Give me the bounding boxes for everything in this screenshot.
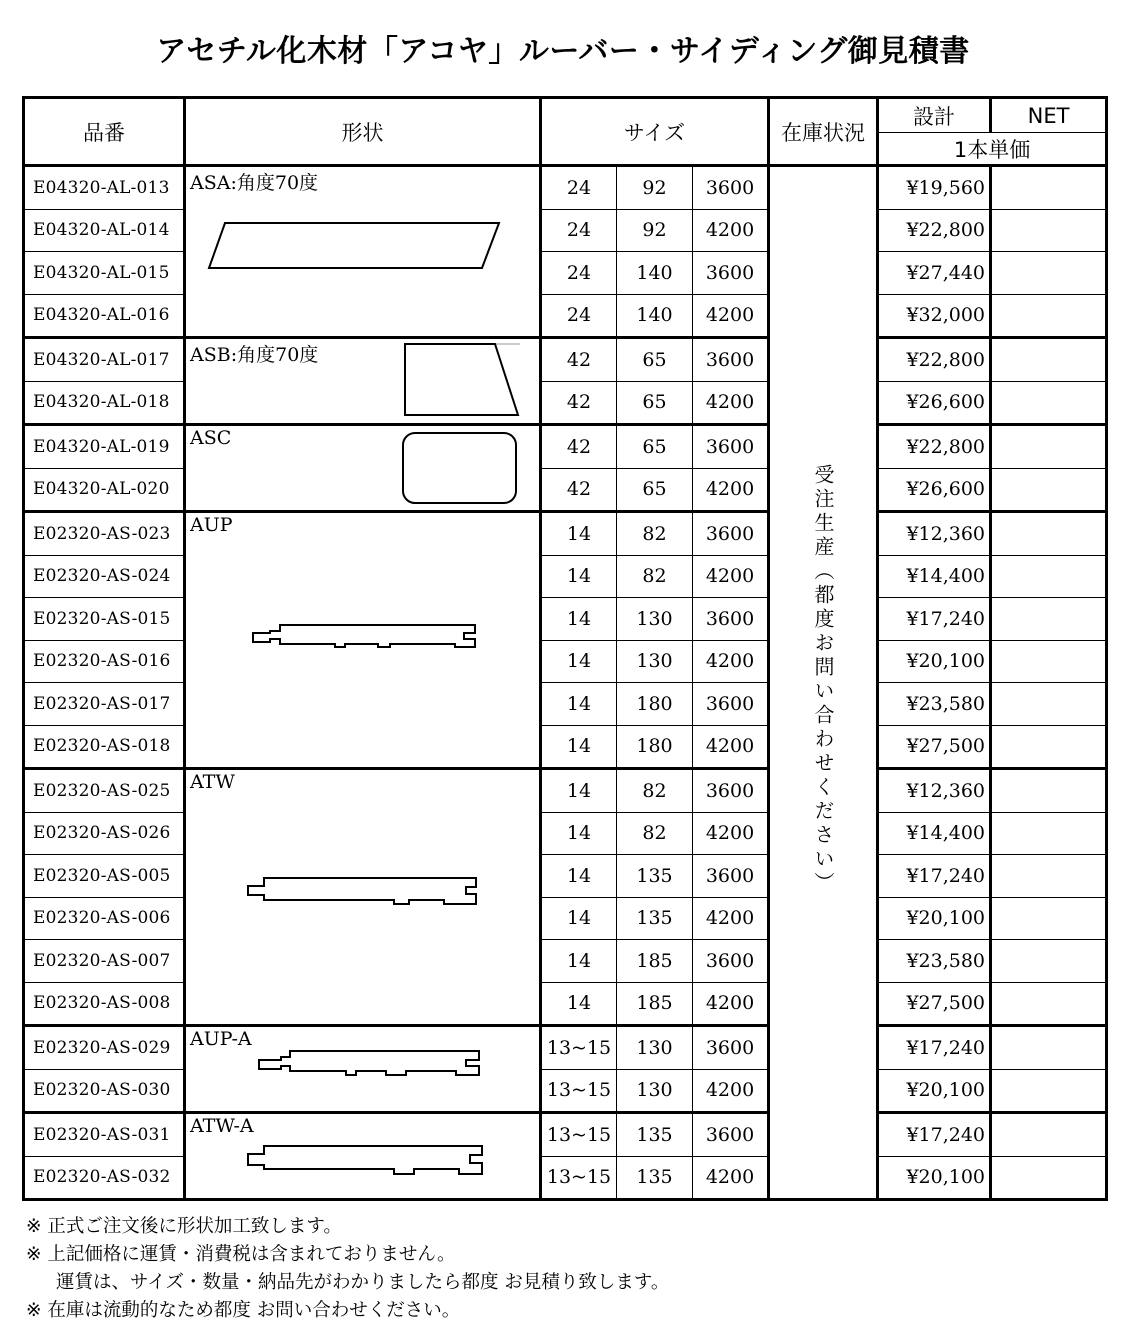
net-price-cell[interactable] [991, 683, 1107, 726]
length-cell: 4200 [693, 725, 769, 769]
length-cell: 4200 [693, 294, 769, 338]
table-row [24, 1026, 1107, 1070]
net-price-cell[interactable] [991, 640, 1107, 683]
width-cell: 135 [617, 1113, 693, 1157]
unit-price-cell: ¥14,400 [878, 812, 991, 855]
length-cell: 4200 [693, 1156, 769, 1200]
net-price-cell[interactable] [991, 166, 1107, 210]
thickness-cell: 14 [541, 982, 617, 1026]
net-price-cell[interactable] [991, 555, 1107, 598]
width-cell: 92 [617, 209, 693, 252]
net-price-cell[interactable] [991, 338, 1107, 382]
shape-label: ATW-A [190, 1115, 254, 1137]
length-cell: 4200 [693, 897, 769, 940]
unit-price-cell: ¥26,600 [878, 468, 991, 512]
part-number-cell: E02320-AS-023 [24, 512, 185, 556]
net-price-cell[interactable] [991, 209, 1107, 252]
unit-price-cell: ¥19,560 [878, 166, 991, 210]
header-stock: 在庫状況 [769, 98, 878, 166]
unit-price-cell: ¥17,240 [878, 855, 991, 898]
width-cell: 65 [617, 468, 693, 512]
header-part-no: 品番 [24, 98, 185, 166]
part-number-cell: E04320-AL-019 [24, 425, 185, 469]
net-price-cell[interactable] [991, 1026, 1107, 1070]
shape-label: ASA:角度70度 [190, 172, 319, 194]
width-cell: 135 [617, 1156, 693, 1200]
part-number-cell: E02320-AS-029 [24, 1026, 185, 1070]
part-number-cell: E02320-AS-032 [24, 1156, 185, 1200]
length-cell: 4200 [693, 640, 769, 683]
thickness-cell: 13~15 [541, 1156, 617, 1200]
unit-price-cell: ¥22,800 [878, 425, 991, 469]
net-price-cell[interactable] [991, 425, 1107, 469]
width-cell: 130 [617, 598, 693, 641]
unit-price-cell: ¥27,500 [878, 725, 991, 769]
thickness-cell: 42 [541, 338, 617, 382]
width-cell: 65 [617, 381, 693, 425]
unit-price-cell: ¥22,800 [878, 338, 991, 382]
stock-status-cell [769, 166, 878, 1200]
length-cell: 3600 [693, 252, 769, 295]
width-cell: 82 [617, 769, 693, 813]
part-number-cell: E02320-AS-026 [24, 812, 185, 855]
tongue-groove-profile-icon [244, 874, 484, 908]
unit-price-cell: ¥23,580 [878, 940, 991, 983]
length-cell: 3600 [693, 1026, 769, 1070]
header-design: 設計 [878, 98, 991, 133]
unit-price-cell: ¥20,100 [878, 897, 991, 940]
note-2: ※ 上記価格に運賃・消費税は含まれておりません。 [26, 1244, 456, 1265]
footnotes [26, 1213, 669, 1325]
net-price-cell[interactable] [991, 940, 1107, 983]
tongue-groove-profile-icon [256, 1047, 488, 1081]
part-number-cell: E02320-AS-006 [24, 897, 185, 940]
length-cell: 3600 [693, 598, 769, 641]
thickness-cell: 24 [541, 294, 617, 338]
net-price-cell[interactable] [991, 512, 1107, 556]
length-cell: 3600 [693, 338, 769, 382]
header-unit-price: 1本単価 [878, 133, 1107, 166]
length-cell: 4200 [693, 381, 769, 425]
net-price-cell[interactable] [991, 598, 1107, 641]
unit-price-cell: ¥17,240 [878, 1113, 991, 1157]
shape-label: AUP-A [190, 1028, 252, 1050]
shape-cell [185, 338, 541, 425]
net-price-cell[interactable] [991, 769, 1107, 813]
note-3: 運賃は、サイズ・数量・納品先がわかりましたら都度 お見積り致します。 [56, 1272, 670, 1293]
width-cell: 92 [617, 166, 693, 210]
thickness-cell: 42 [541, 381, 617, 425]
part-number-cell: E02320-AS-025 [24, 769, 185, 813]
shape-label: ASB:角度70度 [190, 344, 319, 366]
thickness-cell: 24 [541, 166, 617, 210]
thickness-cell: 14 [541, 855, 617, 898]
shape-label: AUP [190, 514, 233, 536]
width-cell: 65 [617, 338, 693, 382]
unit-price-cell: ¥27,440 [878, 252, 991, 295]
unit-price-cell: ¥14,400 [878, 555, 991, 598]
length-cell: 4200 [693, 555, 769, 598]
part-number-cell: E02320-AS-017 [24, 683, 185, 726]
thickness-cell: 14 [541, 598, 617, 641]
thickness-cell: 14 [541, 512, 617, 556]
shape-cell [185, 512, 541, 769]
stock-status-text: 受注生産（都度お問い合わせください） [811, 464, 836, 896]
part-number-cell: E02320-AS-030 [24, 1069, 185, 1113]
thickness-cell: 24 [541, 252, 617, 295]
unit-price-cell: ¥20,100 [878, 1156, 991, 1200]
shape-label: ATW [190, 771, 235, 793]
net-price-cell[interactable] [991, 725, 1107, 769]
width-cell: 82 [617, 555, 693, 598]
width-cell: 140 [617, 252, 693, 295]
shape-cell [185, 769, 541, 1026]
length-cell: 4200 [693, 468, 769, 512]
shape-cell [185, 166, 541, 338]
shape-label: ASC [190, 427, 232, 449]
part-number-cell: E02320-AS-024 [24, 555, 185, 598]
quote-table [22, 96, 1108, 1201]
net-price-cell[interactable] [991, 1069, 1107, 1113]
thickness-cell: 14 [541, 940, 617, 983]
tongue-groove-profile-icon [244, 1142, 489, 1180]
width-cell: 185 [617, 982, 693, 1026]
thickness-cell: 42 [541, 468, 617, 512]
part-number-cell: E04320-AL-014 [24, 209, 185, 252]
width-cell: 135 [617, 897, 693, 940]
thickness-cell: 14 [541, 640, 617, 683]
width-cell: 135 [617, 855, 693, 898]
width-cell: 82 [617, 812, 693, 855]
net-price-cell[interactable] [991, 982, 1107, 1026]
part-number-cell: E04320-AL-018 [24, 381, 185, 425]
part-number-cell: E04320-AL-020 [24, 468, 185, 512]
part-number-cell: E02320-AS-007 [24, 940, 185, 983]
part-number-cell: E02320-AS-016 [24, 640, 185, 683]
note-1: ※ 正式ご注文後に形状加工致します。 [26, 1216, 342, 1237]
thickness-cell: 13~15 [541, 1113, 617, 1157]
unit-price-cell: ¥23,580 [878, 683, 991, 726]
net-price-cell[interactable] [991, 1156, 1107, 1200]
part-number-cell: E04320-AL-015 [24, 252, 185, 295]
thickness-cell: 14 [541, 683, 617, 726]
thickness-cell: 14 [541, 769, 617, 813]
unit-price-cell: ¥17,240 [878, 598, 991, 641]
length-cell: 3600 [693, 1113, 769, 1157]
parallelogram-profile-icon [206, 221, 506, 275]
part-number-cell: E02320-AS-031 [24, 1113, 185, 1157]
net-price-cell[interactable] [991, 294, 1107, 338]
net-price-cell[interactable] [991, 812, 1107, 855]
part-number-cell: E04320-AL-013 [24, 166, 185, 210]
net-price-cell[interactable] [991, 381, 1107, 425]
rounded-rect-profile-icon [400, 430, 520, 506]
length-cell: 4200 [693, 812, 769, 855]
width-cell: 130 [617, 1026, 693, 1070]
unit-price-cell: ¥12,360 [878, 512, 991, 556]
width-cell: 140 [617, 294, 693, 338]
part-number-cell: E02320-AS-018 [24, 725, 185, 769]
width-cell: 180 [617, 725, 693, 769]
net-price-cell[interactable] [991, 1113, 1107, 1157]
table-row [24, 769, 1107, 813]
length-cell: 3600 [693, 940, 769, 983]
width-cell: 82 [617, 512, 693, 556]
length-cell: 3600 [693, 425, 769, 469]
table-row [24, 166, 1107, 210]
thickness-cell: 13~15 [541, 1069, 617, 1113]
part-number-cell: E02320-AS-005 [24, 855, 185, 898]
length-cell: 3600 [693, 512, 769, 556]
unit-price-cell: ¥20,100 [878, 1069, 991, 1113]
width-cell: 130 [617, 1069, 693, 1113]
header-net: NET [991, 98, 1107, 133]
table-row [24, 512, 1107, 556]
length-cell: 3600 [693, 683, 769, 726]
unit-price-cell: ¥20,100 [878, 640, 991, 683]
thickness-cell: 24 [541, 209, 617, 252]
thickness-cell: 13~15 [541, 1026, 617, 1070]
header-shape: 形状 [185, 98, 541, 166]
length-cell: 3600 [693, 166, 769, 210]
shape-cell [185, 1113, 541, 1200]
tongue-groove-profile-icon [250, 621, 482, 651]
length-cell: 3600 [693, 855, 769, 898]
unit-price-cell: ¥17,240 [878, 1026, 991, 1070]
note-4: ※ 在庫は流動的なため都度 お問い合わせください。 [26, 1300, 461, 1321]
thickness-cell: 42 [541, 425, 617, 469]
width-cell: 180 [617, 683, 693, 726]
unit-price-cell: ¥32,000 [878, 294, 991, 338]
unit-price-cell: ¥22,800 [878, 209, 991, 252]
unit-price-cell: ¥27,500 [878, 982, 991, 1026]
net-price-cell[interactable] [991, 252, 1107, 295]
width-cell: 130 [617, 640, 693, 683]
thickness-cell: 14 [541, 897, 617, 940]
shape-cell [185, 1026, 541, 1113]
unit-price-cell: ¥12,360 [878, 769, 991, 813]
thickness-cell: 14 [541, 555, 617, 598]
table-row [24, 1113, 1107, 1157]
table-row [24, 425, 1107, 469]
part-number-cell: E04320-AL-016 [24, 294, 185, 338]
table-row [24, 338, 1107, 382]
net-price-cell[interactable] [991, 855, 1107, 898]
length-cell: 4200 [693, 209, 769, 252]
shape-cell [185, 425, 541, 512]
length-cell: 4200 [693, 982, 769, 1026]
net-price-cell[interactable] [991, 468, 1107, 512]
thickness-cell: 14 [541, 725, 617, 769]
page-title: アセチル化木材「アコヤ」ルーバー・サイディング御見積書 [156, 34, 970, 69]
part-number-cell: E02320-AS-015 [24, 598, 185, 641]
length-cell: 4200 [693, 1069, 769, 1113]
length-cell: 3600 [693, 769, 769, 813]
width-cell: 65 [617, 425, 693, 469]
part-number-cell: E02320-AS-008 [24, 982, 185, 1026]
part-number-cell: E04320-AL-017 [24, 338, 185, 382]
trapezoid-profile-icon [400, 341, 540, 419]
unit-price-cell: ¥26,600 [878, 381, 991, 425]
header-size: サイズ [541, 98, 769, 166]
width-cell: 185 [617, 940, 693, 983]
net-price-cell[interactable] [991, 897, 1107, 940]
thickness-cell: 14 [541, 812, 617, 855]
